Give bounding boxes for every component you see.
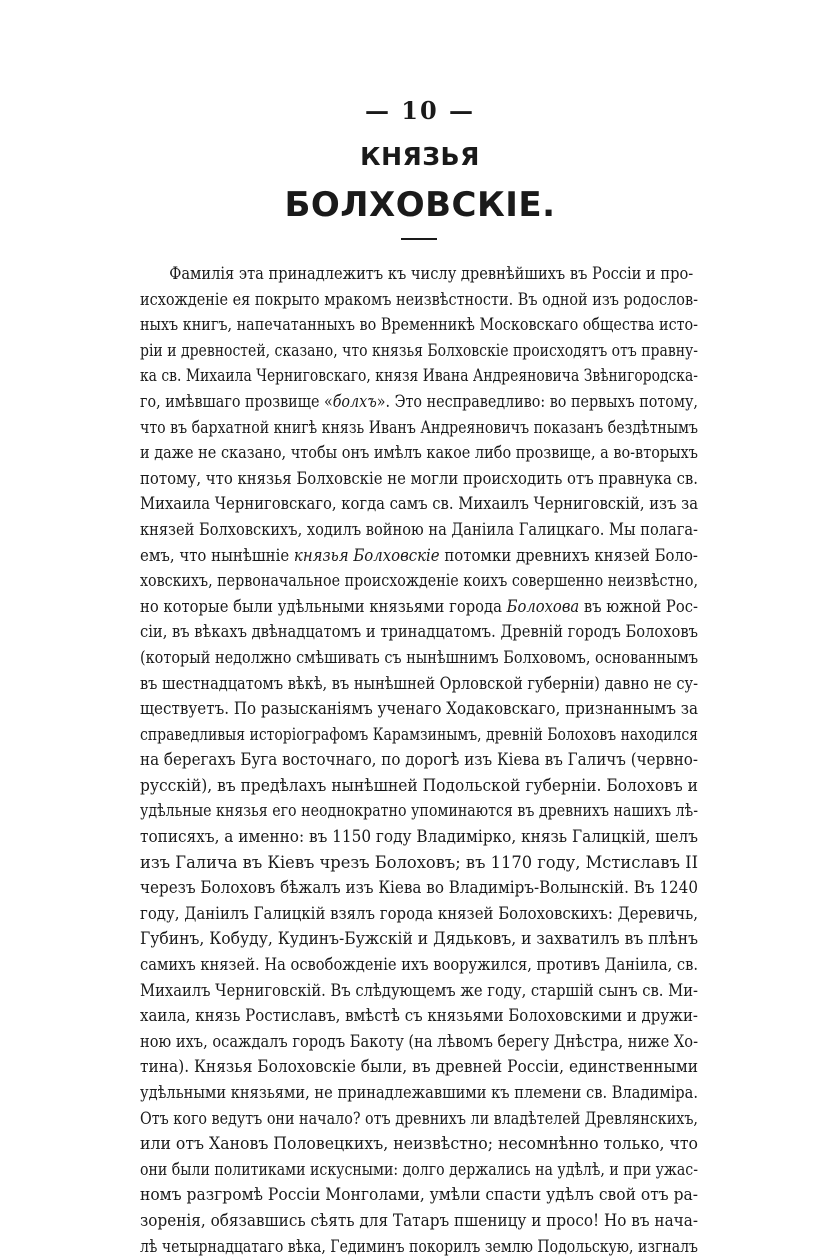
text-line [140, 1132, 698, 1158]
text-line [140, 697, 698, 723]
page-title-line-1: КНЯЗЬЯ [360, 142, 480, 171]
text-line [140, 544, 698, 570]
text-line [140, 416, 698, 442]
text-line [140, 1183, 698, 1209]
text-line [140, 364, 698, 390]
text-segment: удѣльные князья его неоднократно упоминаются въ древнихъ нашихъ лѣ- [140, 801, 699, 822]
text-line [140, 620, 698, 646]
text-line [140, 569, 698, 595]
text-line [140, 979, 698, 1005]
text-line [140, 825, 698, 851]
text-line [140, 672, 698, 698]
text-segment: (который недолжно смѣшивать съ нынѣшнимъ Болховомъ, основаннымъ [140, 647, 699, 668]
text-segment: ». Это несправедливо: во первыхъ потому, [376, 391, 698, 412]
text-segment: сіи, въ вѣкахъ двѣнадцатомъ и тринадцатомъ. Древній городъ Болоховъ [140, 622, 698, 643]
text-segment: номъ разгромѣ Россіи Монголами, умѣли спасти удѣлъ свой отъ ра- [140, 1185, 699, 1206]
text-line [140, 1030, 698, 1056]
text-segment: въ южной Рос- [579, 596, 698, 617]
text-line [140, 1055, 698, 1081]
text-line [140, 441, 698, 467]
text-line [140, 927, 698, 953]
text-segment: лѣ четырнадцатаго вѣка, Гедиминъ покорилъ землю Подольскую, изгналъ [140, 1236, 699, 1257]
text-line [140, 646, 698, 672]
text-segment: но которые были удѣльными князьями города [140, 596, 507, 617]
text-line [140, 1158, 698, 1184]
text-segment: Фамилія эта принадлежитъ къ числу древнѣйшихъ въ Россіи и про- [169, 264, 694, 284]
text-segment: ріи и древностей, сказано, что князья Болховскіе происходятъ отъ правну- [140, 340, 698, 361]
text-segment: что въ бархатной книгѣ князь Иванъ Андреяновичъ показанъ бездѣтнымъ [140, 417, 699, 438]
text-line [140, 288, 698, 314]
text-segment: въ шестнадцатомъ вѣкѣ, въ нынѣшней Орловской губерніи) давно не су- [140, 673, 698, 694]
text-segment: они были политиками искусными: долго держались на удѣлѣ, и при ужас- [140, 1159, 698, 1180]
italic-text: болхъ [332, 391, 377, 412]
text-line [140, 1209, 698, 1235]
text-segment: емъ, что нынѣшніе [140, 545, 294, 566]
italic-text: князья Болховскіе [293, 545, 440, 566]
text-segment: потомки древнихъ князей Боло- [439, 545, 698, 566]
text-segment: ществуетъ. По разысканіямъ ученаго Ходаковскаго, признаннымъ за [140, 699, 699, 720]
text-line [140, 595, 698, 621]
text-segment: го, имѣвшаго прозвище « [140, 391, 333, 412]
text-segment: зоренія, обязавшись сѣять для Татаръ пшеницу и просо! Но въ нача- [140, 1210, 698, 1231]
text-segment: тописяхъ, а именно: въ 1150 году Владимірко, князь Галицкій, шелъ [140, 827, 698, 848]
text-line [140, 774, 698, 800]
text-line [140, 492, 698, 518]
text-segment: русскій), въ предѣлахъ нынѣшней Подольской губерніи. Болоховъ и [140, 775, 698, 796]
text-segment: исхожденіе ея покрыто мракомъ неизвѣстности. Въ одной изъ родослов- [140, 289, 698, 310]
text-segment: и даже не сказано, чтобы онъ имѣлъ какое либо прозвище, а во-вторыхъ [140, 443, 698, 464]
text-segment: потому, что князья Болховскіе не могли происходить отъ правнука св. [140, 468, 698, 489]
text-line [140, 313, 698, 339]
text-segment: Губинъ, Кобуду, Кудинъ-Бужскій и Дядьковъ, и захватилъ въ плѣнъ [140, 929, 698, 950]
text-segment: черезъ Болоховъ бѣжалъ изъ Кіева во Владиміръ-Волынскій. Въ 1240 [140, 878, 698, 899]
text-line [140, 1235, 698, 1260]
text-line [140, 262, 722, 288]
text-line [140, 799, 698, 825]
text-line [140, 851, 698, 877]
text-segment: Михаилъ Черниговскій. Въ слѣдующемъ же году, старшій сынъ св. Ми- [140, 980, 699, 1001]
text-segment: ною ихъ, осаждалъ городъ Бакоту (на лѣвомъ берегу Днѣстра, ниже Хо- [140, 1031, 699, 1052]
body-text [140, 262, 698, 1260]
text-line [140, 518, 698, 544]
page-number: — 10 — [364, 96, 476, 125]
italic-text: Болохова [506, 596, 580, 617]
text-line [140, 339, 698, 365]
text-line [140, 1081, 698, 1107]
text-line [140, 390, 698, 416]
text-line [140, 876, 698, 902]
text-segment: Михаила Черниговскаго, когда самъ св. Михаилъ Черниговскій, изъ за [140, 494, 699, 515]
text-line [140, 723, 698, 749]
text-segment: тина). Князья Болоховскіе были, въ древней Россіи, единственными [140, 1057, 698, 1078]
text-segment: изъ Галича въ Кіевъ чрезъ Болоховъ; въ 1170 году, Мстиславъ II [140, 852, 699, 873]
text-segment: на берегахъ Буга восточнаго, по дорогѣ изъ Кіева въ Галичъ (червно- [140, 750, 698, 771]
text-line [140, 1107, 698, 1133]
text-segment: Отъ кого ведутъ они начало? отъ древнихъ ли владѣтелей Древлянскихъ, [140, 1108, 698, 1129]
text-segment: или отъ Хановъ Половецкихъ, неизвѣстно; несомнѣнно только, что [140, 1134, 698, 1155]
title-divider [401, 238, 437, 240]
text-line [140, 748, 698, 774]
text-line [140, 953, 698, 979]
text-segment: ка св. Михаила Черниговскаго, князя Ивана Андреяновича Звѣнигородска- [140, 366, 698, 387]
page-title-line-2: БОЛХОВСКІЕ. [284, 185, 556, 225]
text-segment: удѣльными князьями, не принадлежавшими къ племени св. Владиміра. [140, 1083, 698, 1103]
text-segment: ныхъ книгъ, напечатанныхъ во Временникѣ Московскаго общества исто- [140, 315, 699, 336]
text-line [140, 902, 698, 928]
text-segment: году, Даніилъ Галицкій взялъ города князей Болоховскихъ: Деревичь, [140, 903, 699, 924]
text-segment: хаила, князь Ростиславъ, вмѣстѣ съ князьями Болоховскими и дружи- [140, 1006, 698, 1027]
text-line [140, 467, 698, 493]
text-segment: ховскихъ, первоначальное происхожденіе коихъ совершенно неизвѣстно, [140, 571, 699, 592]
text-segment: князей Болховскихъ, ходилъ войною на Даніила Галицкаго. Мы полага- [140, 519, 698, 540]
text-segment: самихъ князей. На освобожденіе ихъ вооружился, противъ Даніила, св. [140, 955, 699, 976]
text-segment: справедливыя исторіографомъ Карамзинымъ, древній Болоховъ находился [140, 724, 698, 745]
text-line [140, 1004, 698, 1030]
